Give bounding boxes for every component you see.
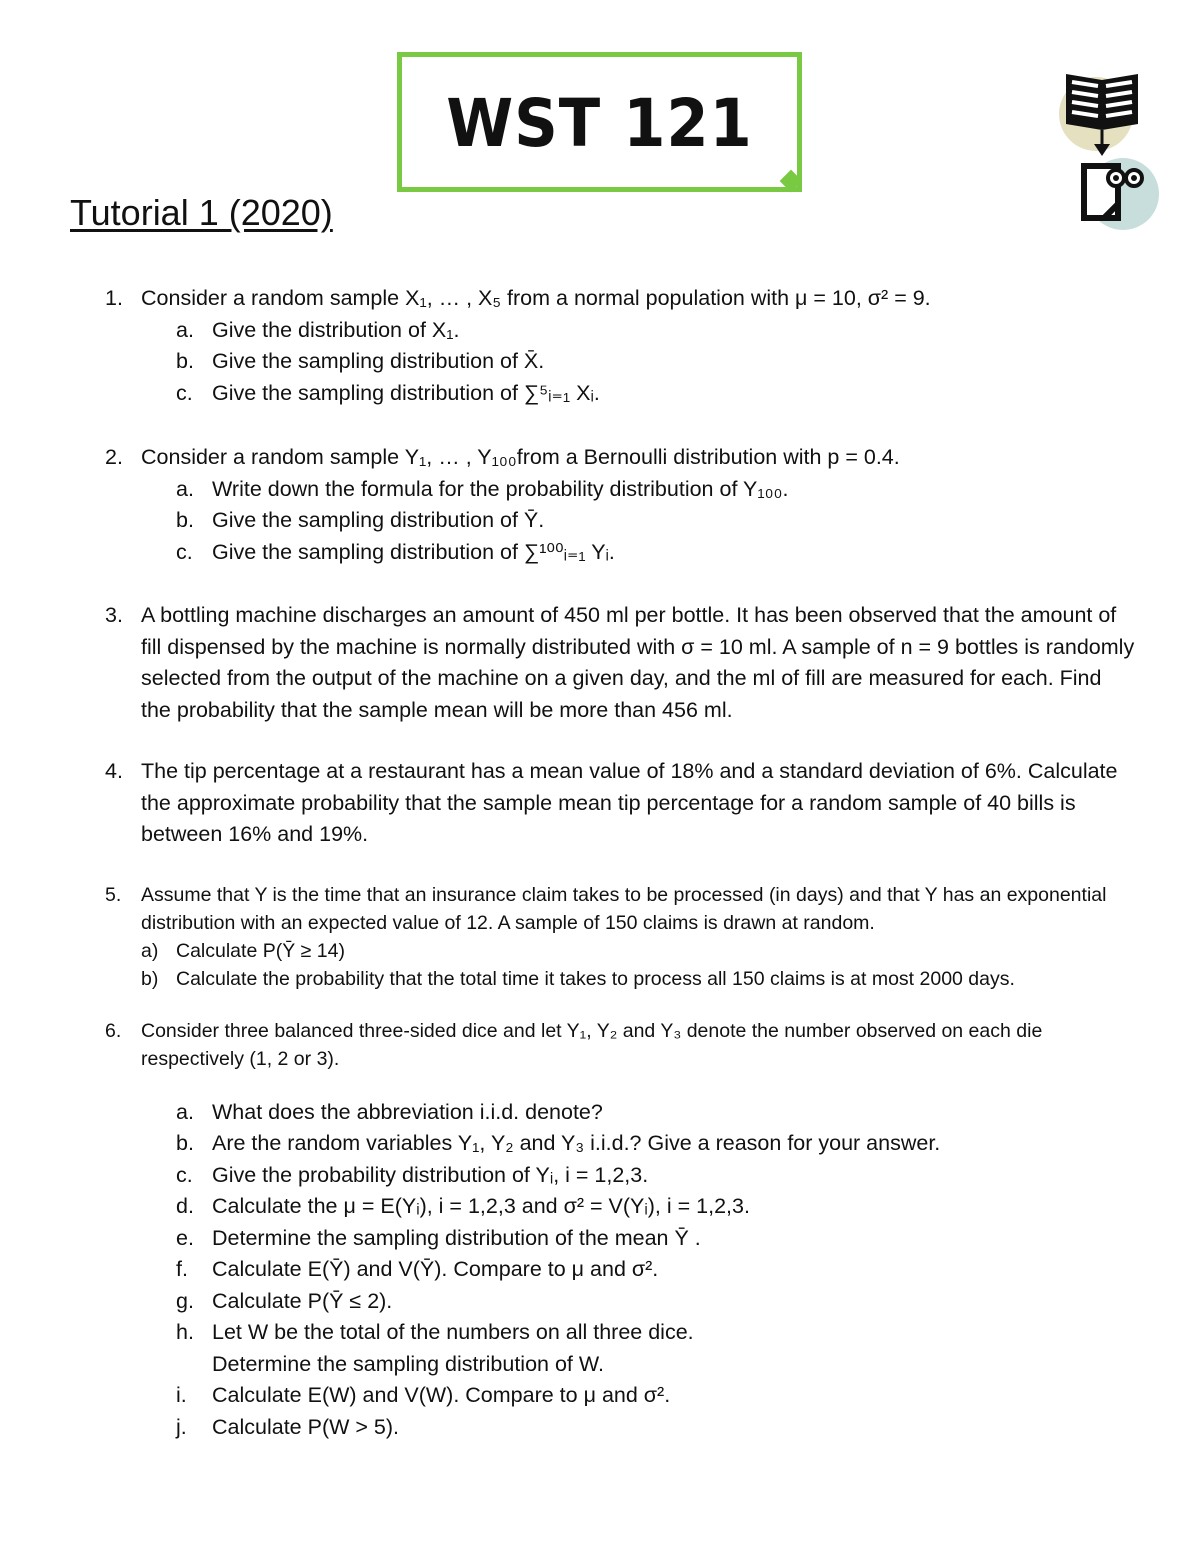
- question-number: 2.: [105, 445, 123, 469]
- course-code-box: [397, 52, 802, 192]
- question-text: Consider a random sample Y₁, … , Y₁₀₀from a Bernoulli distribution with p = 0.4.: [141, 445, 900, 469]
- question-list: [0, 283, 1200, 1443]
- question-part: [0, 1128, 1200, 1160]
- question-part: [0, 1191, 1200, 1223]
- part-text: Give the sampling distribution of ∑¹⁰⁰ᵢ₌₁ Yᵢ.: [212, 539, 615, 564]
- part-text: Calculate E(W) and V(W). Compare to μ and σ².: [212, 1383, 671, 1407]
- question-number: 6.: [105, 1019, 122, 1042]
- question-part: [0, 1380, 1200, 1412]
- question-number: 5.: [105, 883, 122, 906]
- part-text: Calculate the μ = E(Yᵢ), i = 1,2,3 and σ² = V(Yᵢ), i = 1,2,3.: [212, 1194, 750, 1218]
- question-part: [0, 1223, 1200, 1255]
- part-label: b): [141, 967, 159, 990]
- question-number: 4.: [105, 759, 123, 783]
- question-5: [0, 881, 1200, 937]
- part-label: b.: [176, 349, 194, 373]
- question-part: [0, 505, 1200, 537]
- part-text: Write down the formula for the probability distribution of Y₁₀₀.: [212, 476, 789, 501]
- question-part: [0, 1286, 1200, 1318]
- part-label: f.: [176, 1257, 188, 1281]
- question-part: [0, 1097, 1200, 1129]
- question-text: A bottling machine discharges an amount of 450 ml per bottle. It has been observed that the amount of fill dispensed by the machine is normally distributed with σ = 10 ml. A sample of n = 9 bottles is randomly selected from the output of the machine on a given day, and the ml of fill are measured for each. Find the probability that the sample mean will be more than 456 ml.: [141, 603, 1135, 722]
- question-number: 3.: [105, 603, 123, 627]
- part-text: Let W be the total of the numbers on all three dice.: [212, 1320, 694, 1344]
- part-text: What does the abbreviation i.i.d. denote?: [212, 1099, 603, 1124]
- part-label: a): [141, 939, 159, 962]
- part-label: c.: [176, 1162, 193, 1187]
- page-curl-corner: [780, 170, 803, 193]
- part-text: Are the random variables Y₁, Y₂ and Y₃ i.i.d.? Give a reason for your answer.: [212, 1131, 941, 1155]
- part-text: Give the sampling distribution of ∑⁵ᵢ₌₁ Xᵢ.: [212, 380, 600, 405]
- part-text: Give the distribution of X₁.: [212, 317, 460, 342]
- page-title: Tutorial 1 (2020): [70, 192, 333, 233]
- part-label: i.: [176, 1383, 187, 1407]
- part-text: Give the probability distribution of Yᵢ, i = 1,2,3.: [212, 1162, 649, 1187]
- part-text: Determine the sampling distribution of the mean Ȳ .: [212, 1225, 701, 1250]
- course-code: WST 121: [446, 85, 753, 162]
- part-label: c.: [176, 380, 193, 405]
- part-label: c.: [176, 539, 193, 564]
- part-text: Calculate P(Ȳ ≤ 2).: [212, 1288, 393, 1313]
- part-label: b.: [176, 508, 194, 532]
- part-label: b.: [176, 1131, 194, 1155]
- question-2: [0, 442, 1200, 474]
- question-part: [0, 378, 1200, 410]
- question-part: [0, 937, 1200, 965]
- part-label: g.: [176, 1288, 194, 1313]
- question-text: Assume that Y is the time that an insurance claim takes to be processed (in days) and that Y has an exponential distribution with an expected value of 12. A sample of 150 claims is drawn at random.: [141, 883, 1107, 934]
- question-part: [0, 1412, 1200, 1444]
- part-text: Calculate P(Ȳ ≥ 14): [176, 939, 345, 962]
- question-text: The tip percentage at a restaurant has a mean value of 18% and a standard deviation of 6%. Calculate the approximate probability that the sample mean tip percentage for a random sample of 40 bills is between 16% and 19%.: [141, 759, 1118, 846]
- part-text: Calculate P(W > 5).: [212, 1414, 399, 1439]
- question-part: [0, 474, 1200, 506]
- question-4: [0, 756, 1200, 851]
- part-text: Determine the sampling distribution of W.: [212, 1351, 604, 1376]
- question-part: [0, 965, 1200, 993]
- question-part: [0, 315, 1200, 347]
- question-5-block: [0, 881, 1200, 1073]
- part-label: a.: [176, 317, 194, 342]
- question-part: [0, 346, 1200, 378]
- part-text: Give the sampling distribution of X̄.: [212, 349, 545, 373]
- part-label: a.: [176, 476, 194, 501]
- question-text: Consider three balanced three-sided dice and let Y₁, Y₂ and Y₃ denote the number observed on each die respectively (1, 2 or 3).: [141, 1019, 1043, 1070]
- part-text: Calculate the probability that the total time it takes to process all 150 claims is at most 2000 days.: [176, 967, 1015, 990]
- question-part: [0, 1254, 1200, 1286]
- part-label: j.: [176, 1414, 187, 1439]
- part-label: e.: [176, 1225, 194, 1250]
- question-text: Consider a random sample X₁, … , X₅ from a normal population with μ = 10, σ² = 9.: [141, 286, 931, 310]
- question-3: [0, 600, 1200, 726]
- question-6: [0, 1017, 1200, 1073]
- question-part: [0, 537, 1200, 569]
- part-label: a.: [176, 1099, 194, 1124]
- part-label: d.: [176, 1194, 194, 1218]
- question-1: [0, 283, 1200, 315]
- question-part: [0, 1160, 1200, 1192]
- part-text: Give the sampling distribution of Ȳ.: [212, 508, 545, 532]
- part-text: Calculate E(Ȳ) and V(Ȳ). Compare to μ and σ².: [212, 1257, 659, 1281]
- question-part-continued: [0, 1349, 1200, 1381]
- reading-owl-icon: [1058, 66, 1162, 232]
- question-number: 1.: [105, 286, 123, 310]
- part-label: h.: [176, 1320, 194, 1344]
- question-part: [0, 1317, 1200, 1349]
